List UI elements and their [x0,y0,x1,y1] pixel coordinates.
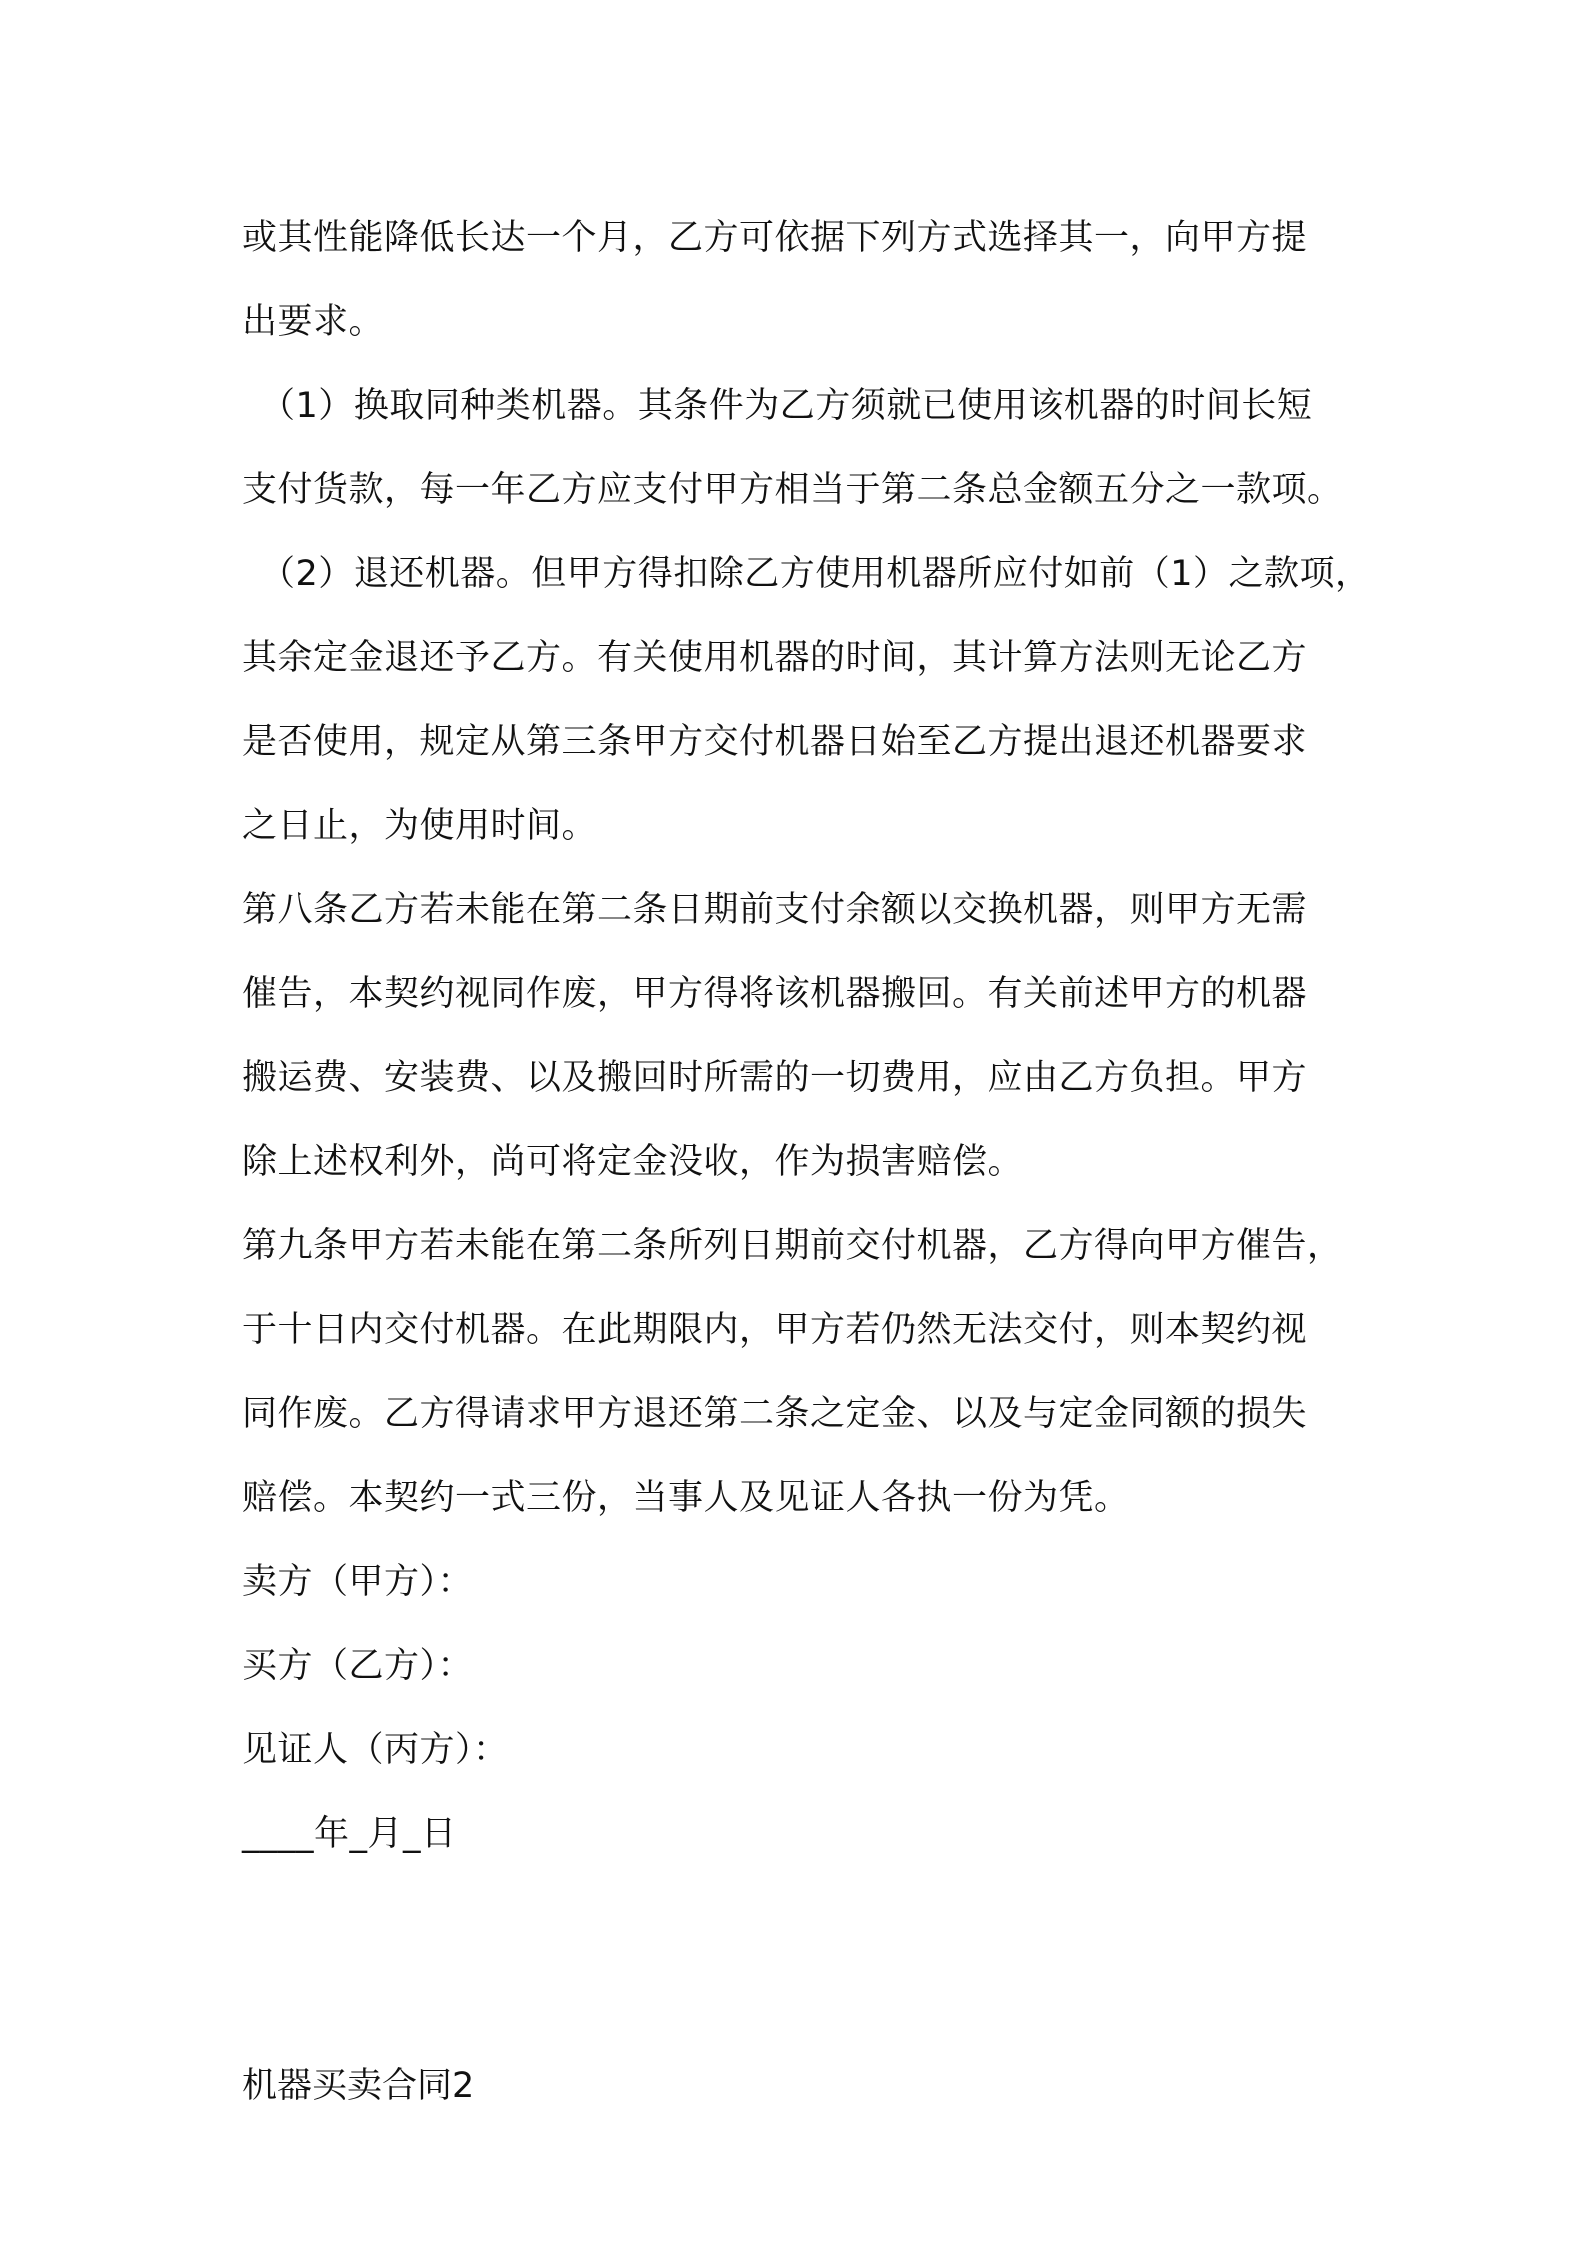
witness-signature-line: 见证人（丙方）： [242,1730,509,1770]
paragraph-line: 除上述权利外，尚可将定金没收，作为损害赔偿。 [242,1142,1024,1182]
section-spacer [242,1876,1372,2044]
paragraph-line: 是否使用，规定从第三条甲方交付机器日始至乙方提出退还机器要求 [242,722,1308,762]
document-body [242,196,1372,2128]
paragraph-line: 搬运费、安装费、以及搬回时所需的一切费用，应由乙方负担。甲方 [242,1058,1308,1098]
paragraph-line: 或其性能降低长达一个月，乙方可依据下列方式选择其一，向甲方提 [242,218,1308,258]
paragraph-line: （2）退还机器。但甲方得扣除乙方使用机器所应付如前（1）之款项， [260,554,1371,594]
paragraph-line: 同作废。乙方得请求甲方退还第二条之定金、以及与定金同额的损失 [242,1394,1308,1434]
next-section-title: 机器买卖合同2 [242,2066,475,2106]
buyer-signature-line: 买方（乙方）： [242,1646,474,1686]
paragraph-line: 之日止，为使用时间。 [242,806,598,846]
paragraph-line: 支付货款，每一年乙方应支付甲方相当于第二条总金额五分之一款项。 [242,470,1343,510]
date-line: ____年_月_日 [242,1814,457,1854]
paragraph-line: 第九条甲方若未能在第二条所列日期前交付机器，乙方得向甲方催告， [242,1226,1343,1266]
paragraph-line: 其余定金退还予乙方。有关使用机器的时间，其计算方法则无论乙方 [242,638,1308,678]
paragraph-line: 出要求。 [242,302,385,342]
paragraph-line: 第八条乙方若未能在第二条日期前支付余额以交换机器，则甲方无需 [242,890,1308,930]
paragraph-line: 于十日内交付机器。在此期限内，甲方若仍然无法交付，则本契约视 [242,1310,1308,1350]
paragraph-line: 催告，本契约视同作废，甲方得将该机器搬回。有关前述甲方的机器 [242,974,1308,1014]
paragraph-line: （1）换取同种类机器。其条件为乙方须就已使用该机器的时间长短 [260,386,1313,426]
seller-signature-line: 卖方（甲方）： [242,1562,474,1602]
paragraph-line: 赔偿。本契约一式三份，当事人及见证人各执一份为凭。 [242,1478,1130,1518]
